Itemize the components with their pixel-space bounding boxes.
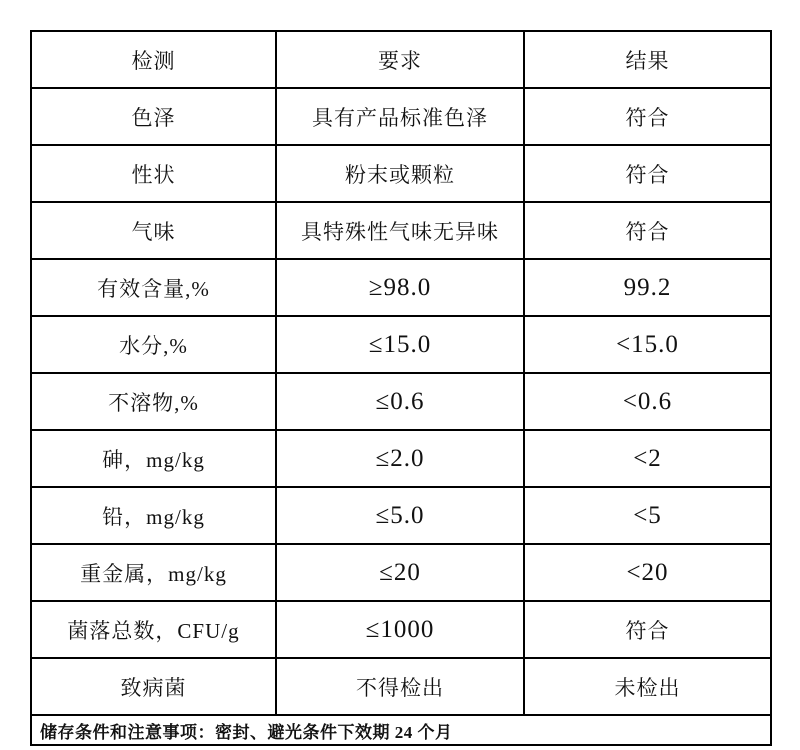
table-row	[31, 259, 771, 316]
cell-requirement: ≤20	[276, 544, 524, 601]
table-row	[31, 487, 771, 544]
cell-requirement: 具特殊性气味无异味	[276, 202, 524, 259]
table-row	[31, 658, 771, 715]
cell-result: <15.0	[524, 316, 771, 373]
cell-item: 菌落总数，CFU/g	[31, 601, 276, 658]
spec-table-document	[30, 30, 772, 746]
storage-note: 储存条件和注意事项：密封、避光条件下效期 24 个月	[31, 715, 771, 745]
header-item: 检测	[31, 31, 276, 88]
cell-requirement: 不得检出	[276, 658, 524, 715]
cell-result: 符合	[524, 145, 771, 202]
header-requirement: 要求	[276, 31, 524, 88]
table-footer-row	[31, 715, 771, 745]
cell-item: 不溶物,%	[31, 373, 276, 430]
table-row	[31, 88, 771, 145]
cell-requirement: 具有产品标准色泽	[276, 88, 524, 145]
cell-result: 符合	[524, 601, 771, 658]
cell-item: 气味	[31, 202, 276, 259]
table-row	[31, 373, 771, 430]
table-row	[31, 145, 771, 202]
cell-result: <20	[524, 544, 771, 601]
cell-requirement: ≤0.6	[276, 373, 524, 430]
cell-item: 砷，mg/kg	[31, 430, 276, 487]
header-result: 结果	[524, 31, 771, 88]
cell-requirement: ≤15.0	[276, 316, 524, 373]
cell-requirement: ≤5.0	[276, 487, 524, 544]
table-row	[31, 430, 771, 487]
cell-requirement: ≤2.0	[276, 430, 524, 487]
cell-result: <2	[524, 430, 771, 487]
cell-requirement: ≤1000	[276, 601, 524, 658]
cell-result: 符合	[524, 202, 771, 259]
cell-result: <5	[524, 487, 771, 544]
cell-result: 符合	[524, 88, 771, 145]
cell-result: <0.6	[524, 373, 771, 430]
cell-item: 色泽	[31, 88, 276, 145]
cell-item: 有效含量,%	[31, 259, 276, 316]
table-row	[31, 544, 771, 601]
cell-item: 重金属，mg/kg	[31, 544, 276, 601]
inspection-table	[30, 30, 772, 746]
cell-item: 水分,%	[31, 316, 276, 373]
table-row	[31, 202, 771, 259]
cell-requirement: ≥98.0	[276, 259, 524, 316]
table-header-row	[31, 31, 771, 88]
cell-result: 99.2	[524, 259, 771, 316]
cell-item: 致病菌	[31, 658, 276, 715]
table-row	[31, 316, 771, 373]
cell-item: 铅，mg/kg	[31, 487, 276, 544]
cell-requirement: 粉末或颗粒	[276, 145, 524, 202]
cell-result: 未检出	[524, 658, 771, 715]
table-row	[31, 601, 771, 658]
cell-item: 性状	[31, 145, 276, 202]
